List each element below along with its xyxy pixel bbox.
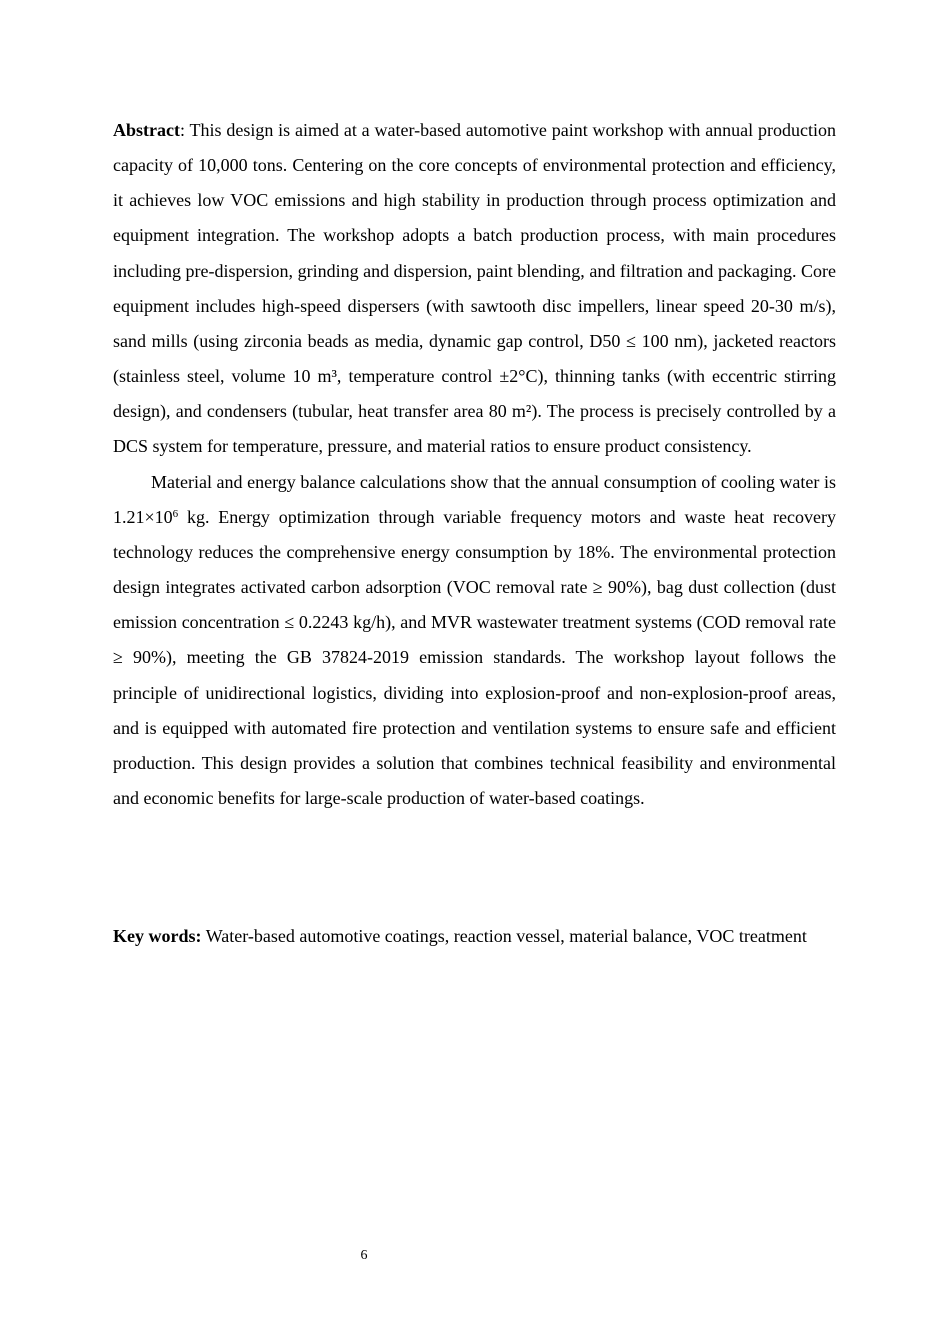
keywords-label: Key words: — [113, 926, 202, 946]
abstract-label: Abstract — [113, 120, 180, 140]
page-number: 6 — [360, 1248, 368, 1263]
abstract-colon: : — [179, 120, 185, 140]
abstract-paragraph-2-start: Material and energy balance calculations show that the annual consumption of cooling water is 1.21×10 — [113, 471, 836, 527]
abstract-paragraph-1-text: This design is aimed at a water-based automotive paint workshop with annual production capacity of 10,000 tons. Centering on the core concepts of environmental protection and efficiency, it achieves low VOC emissions and high stability in production through process optimization and equipment integration. The workshop adopts a batch production process, with main procedures including pre-dispersion, grinding and dispersion, paint blending, and filtration and packaging. Core equipment includes high-speed dispersers (with sawtooth disc impellers, linear speed 20-30 m/s), sand mills (using zirconia beads as media, dynamic gap control, D50 ≤ 100 nm), jacketed reactors (stainless steel, volume 10 m³, temperature control ±2°C), thinning tanks (with eccentric stirring design), and condensers (tubular, heat transfer area 80 m²). The process is precisely controlled by a DCS system for temperature, pressure, and material ratios to ensure product consistency. — [113, 120, 836, 457]
exponent-superscript: 6 — [172, 507, 179, 520]
abstract-section — [113, 113, 836, 816]
abstract-paragraph-1 — [113, 113, 836, 465]
keywords-text: Water-based automotive coatings, reaction vessel, material balance, VOC treatment — [205, 926, 807, 946]
abstract-paragraph-2 — [113, 465, 836, 817]
keywords-section — [113, 920, 836, 952]
abstract-paragraph-2-rest: kg. Energy optimization through variable frequency motors and waste heat recovery technology reduces the comprehensive energy consumption by 18%. The environmental protection design integrates activated carbon adsorption (VOC removal rate ≥ 90%), bag dust collection (dust emission concentration ≤ 0.2243 kg/h), and MVR wastewater treatment systems (COD removal rate ≥ 90%), meeting the GB 37824-2019 emission standards. The workshop layout follows the principle of unidirectional logistics, dividing into explosion-proof and non-explosion-proof areas, and is equipped with automated fire protection and ventilation systems to ensure safe and efficient production. This design provides a solution that combines technical feasibility and environmental and economic benefits for large-scale production of water-based coatings. — [113, 506, 836, 808]
keywords-paragraph — [113, 920, 836, 952]
